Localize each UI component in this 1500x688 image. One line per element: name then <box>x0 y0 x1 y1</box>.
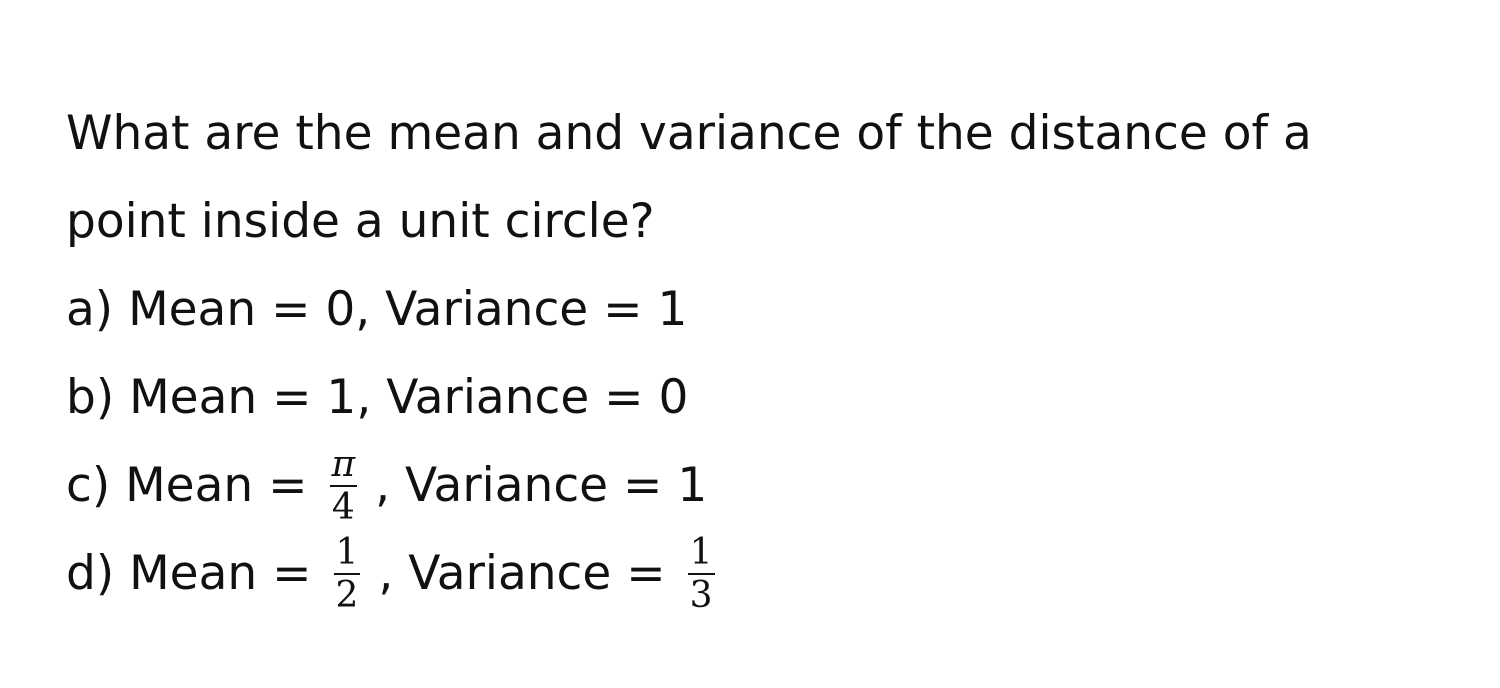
option-b-text: b) Mean = 1, Variance = 0 <box>66 370 689 425</box>
option-c <box>66 442 1466 530</box>
question-line-1: What are the mean and variance of the distance of a <box>66 106 1312 161</box>
option-a-text: a) Mean = 0, Variance = 1 <box>66 282 688 337</box>
option-d-variance-fraction <box>688 531 715 616</box>
question-document <box>66 90 1466 618</box>
option-a <box>66 266 1466 354</box>
option-c-mean-numerator: π <box>331 443 356 485</box>
option-d-mean-fraction <box>334 531 361 616</box>
option-d-prefix: d) Mean = <box>66 546 312 601</box>
option-d <box>66 530 1466 618</box>
option-d-variance-denominator: 3 <box>689 574 713 616</box>
option-c-prefix: c) Mean = <box>66 458 308 513</box>
option-d-mean-numerator: 1 <box>335 531 359 573</box>
option-d-mean-denominator: 2 <box>335 574 359 616</box>
option-c-mean-fraction <box>330 443 358 528</box>
option-c-mean-denominator: 4 <box>331 486 355 528</box>
option-d-variance-numerator: 1 <box>689 531 713 573</box>
option-d-middle: , Variance = <box>378 546 666 601</box>
option-c-suffix: , Variance = 1 <box>375 458 708 513</box>
option-b <box>66 354 1466 442</box>
question-line-2: point inside a unit circle? <box>66 194 655 249</box>
question-text <box>66 90 1466 266</box>
